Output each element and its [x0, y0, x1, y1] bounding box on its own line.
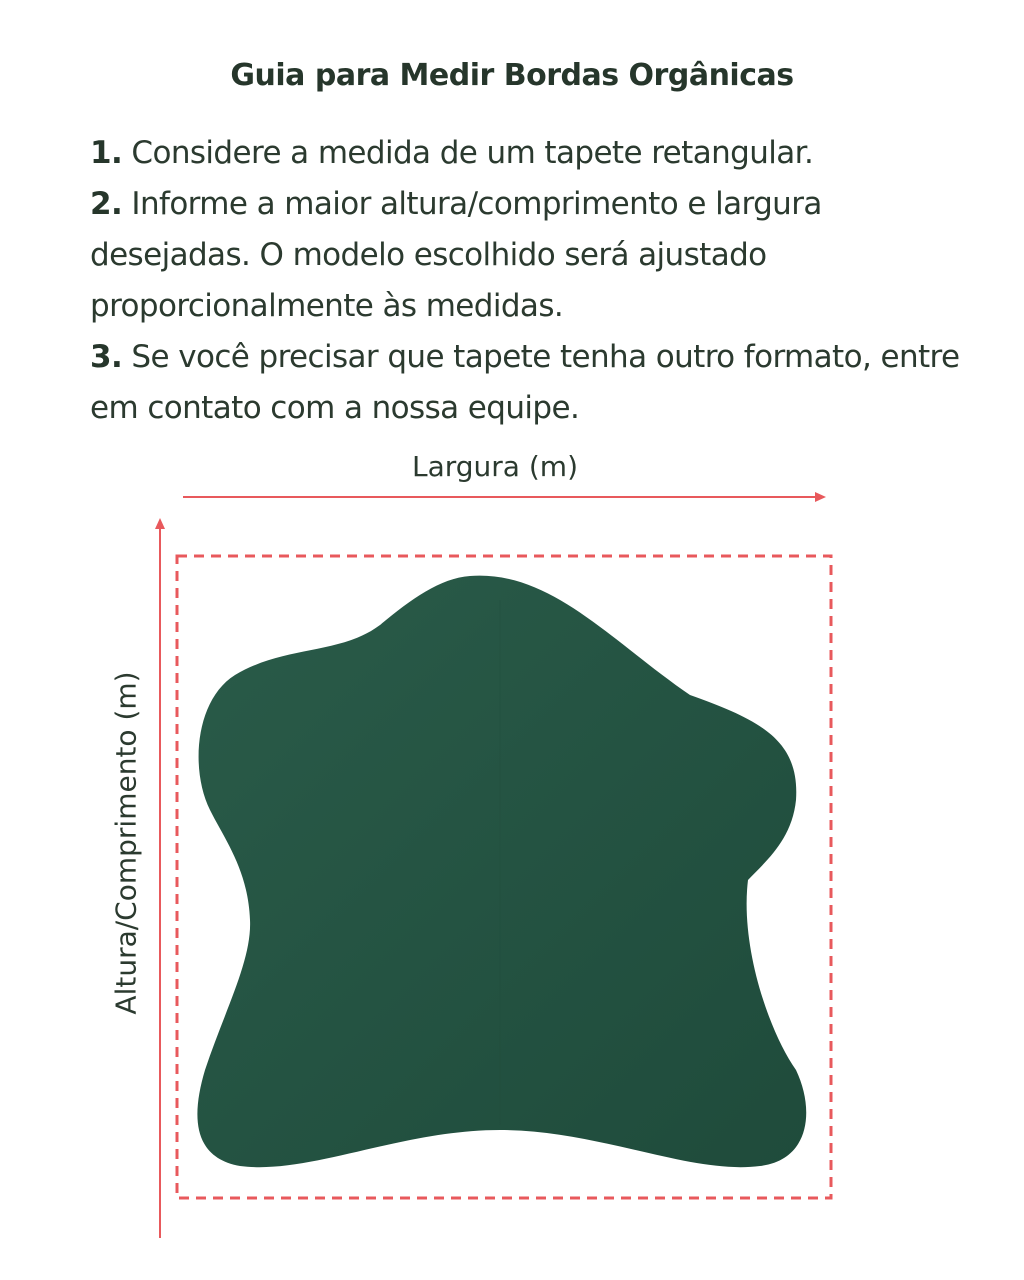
step-number: 1. [90, 135, 123, 171]
step-text: Considere a medida de um tapete retangular. [122, 135, 814, 171]
width-label: Largura (m) [412, 450, 578, 483]
height-arrow [155, 518, 165, 1238]
step-text: Se você precisar que tapete tenha outro formato, entre em contato com a nossa equipe. [90, 339, 960, 426]
width-arrow [183, 492, 826, 502]
page-title: Guia para Medir Bordas Orgânicas [230, 58, 794, 93]
organic-rug-shape [197, 576, 806, 1168]
step-number: 3. [90, 339, 123, 375]
height-label: Altura/Comprimento (m) [109, 671, 143, 1015]
step-text: Informe a maior altura/comprimento e largura desejadas. O modelo escolhido será ajustado proporcionalmente às medidas. [90, 186, 822, 324]
step-number: 2. [90, 186, 123, 222]
